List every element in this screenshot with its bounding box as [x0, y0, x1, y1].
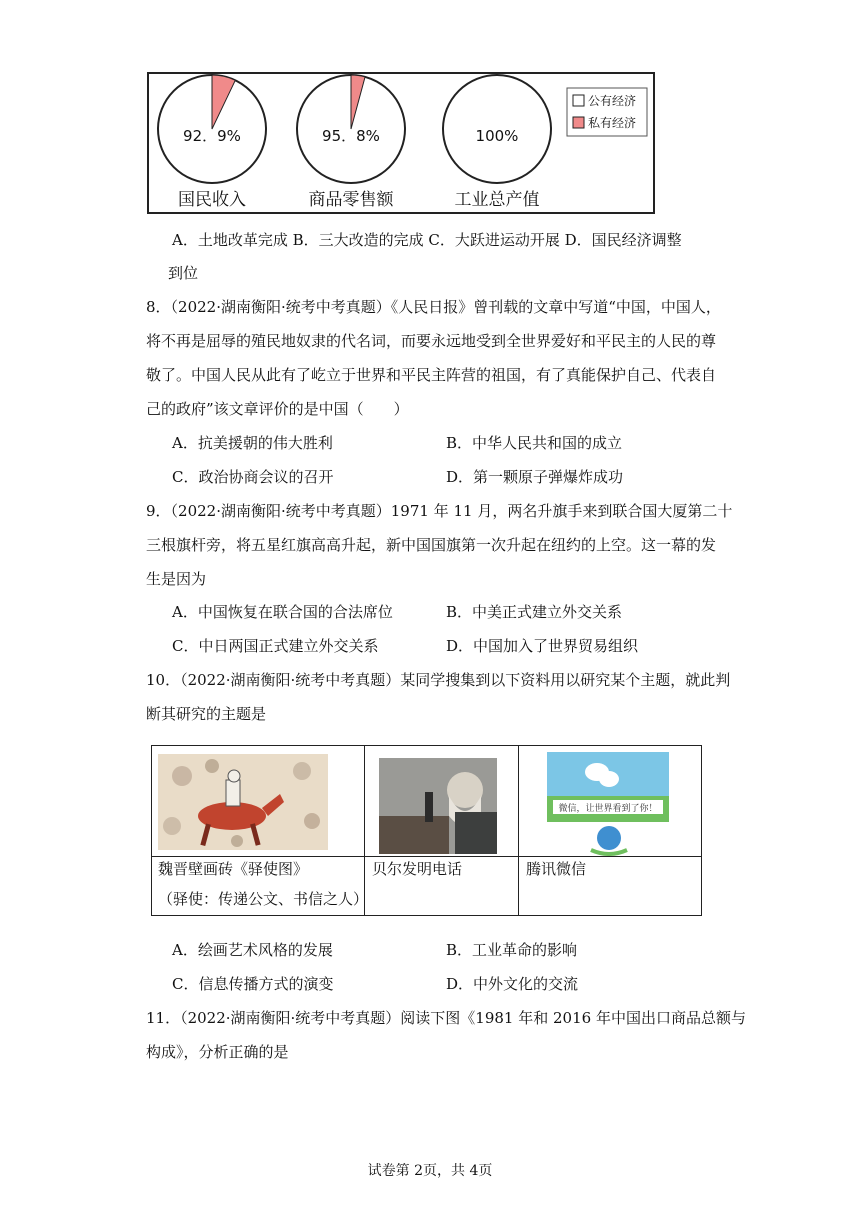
page-footer: 试卷第 2页，共 4页 — [367, 1163, 493, 1179]
q9-option-a: A．中国恢复在联合国的合法席位 — [172, 603, 393, 621]
pie-3-value-label: 100% — [475, 127, 519, 145]
pie-2-value-label: 95．8% — [322, 127, 380, 145]
pie-chart-svg — [149, 74, 653, 212]
q10-option-a: A．绘画艺术风格的发展 — [172, 941, 333, 959]
wechat-image — [519, 746, 703, 856]
q8-option-d: D．第一颗原子弹爆炸成功 — [446, 468, 624, 486]
pie-3-title: 工业总产值 — [454, 190, 540, 210]
q9-option-c: C．中日两国正式建立外交关系 — [172, 637, 379, 655]
caption-mural: 魏晋壁画砖《驿使图》 — [158, 860, 309, 878]
q8-stem-1: 8．（2022·湖南衡阳·统考中考真题）《人民日报》曾刊载的文章中写道“中国，中国人， — [146, 298, 721, 316]
q8-stem-2: 将不再是屈辱的殖民地奴隶的代名词，而要永远地受到全世界爱好和平民主的人民的尊 — [146, 332, 717, 350]
wechat-slogan: 微信，让世界看到了你！ — [558, 804, 658, 814]
q8-option-c: C．政治协商会议的召开 — [172, 468, 334, 486]
legend-label-1: 公有经济 — [588, 94, 637, 108]
q10-option-c: C．信息传播方式的演变 — [172, 975, 334, 993]
q8-stem-3: 敬了。中国人民从此有了屹立于世界和平民主阵营的祖国，有了真能保护自己、代表自 — [146, 366, 717, 384]
q9-option-d: D．中国加入了世界贸易组织 — [446, 637, 639, 655]
caption-wechat: 腾讯微信 — [526, 860, 587, 878]
q8-stem-4: 己的政府”该文章评价的是中国（ ） — [146, 400, 409, 418]
q10-stem-1: 10．（2022·湖南衡阳·统考中考真题）某同学搜集到以下资料用以研究某个主题，就此判 — [146, 671, 731, 689]
pie-2-title: 商品零售额 — [308, 190, 394, 210]
caption-bell: 贝尔发明电话 — [372, 860, 463, 878]
table-cell-bell — [365, 746, 519, 915]
pie-1-value-label: 92．9% — [183, 127, 241, 145]
q10-option-d: D．中外文化的交流 — [446, 975, 579, 993]
q10-stem-2: 断其研究的主题是 — [146, 705, 267, 723]
caption-mural-note: （驿使：传递公文、书信之人） — [158, 890, 369, 908]
q9-stem-3: 生是因为 — [146, 570, 207, 588]
q7-options-line2: 到位 — [168, 264, 199, 282]
legend-swatch-2 — [573, 117, 584, 128]
pie-chart-figure — [147, 72, 655, 214]
pie-1-title: 国民收入 — [178, 190, 246, 210]
q9-stem-1: 9．（2022·湖南衡阳·统考中考真题）1971 年 11 月，两名升旗手来到联合国大厦第二十 — [146, 502, 733, 520]
bell-photo — [365, 746, 515, 856]
q11-stem-2: 构成》，分析正确的是 — [146, 1043, 289, 1061]
q9-option-b: B．中美正式建立外交关系 — [446, 603, 623, 621]
q7-options-line1: A．土地改革完成 B．三大改造的完成 C．大跃进运动开展 D．国民经济调整 — [172, 231, 682, 249]
q11-stem-1: 11．（2022·湖南衡阳·统考中考真题）阅读下图《1981 年和 2016 年中国出口商品总额与 — [146, 1009, 746, 1027]
table-cell-wechat — [519, 746, 703, 915]
legend-label-2: 私有经济 — [588, 116, 637, 130]
legend-swatch-1 — [573, 95, 584, 106]
mural-image — [152, 746, 364, 856]
table-divider — [152, 856, 701, 857]
q8-option-b: B．中华人民共和国的成立 — [446, 434, 623, 452]
q9-stem-2: 三根旗杆旁，将五星红旗高高升起，新中国国旗第一次升起在纽约的上空。这一幕的发 — [146, 536, 717, 554]
q10-option-b: B．工业革命的影响 — [446, 941, 578, 959]
material-table — [151, 745, 702, 916]
q8-option-a: A．抗美援朝的伟大胜利 — [172, 434, 333, 452]
